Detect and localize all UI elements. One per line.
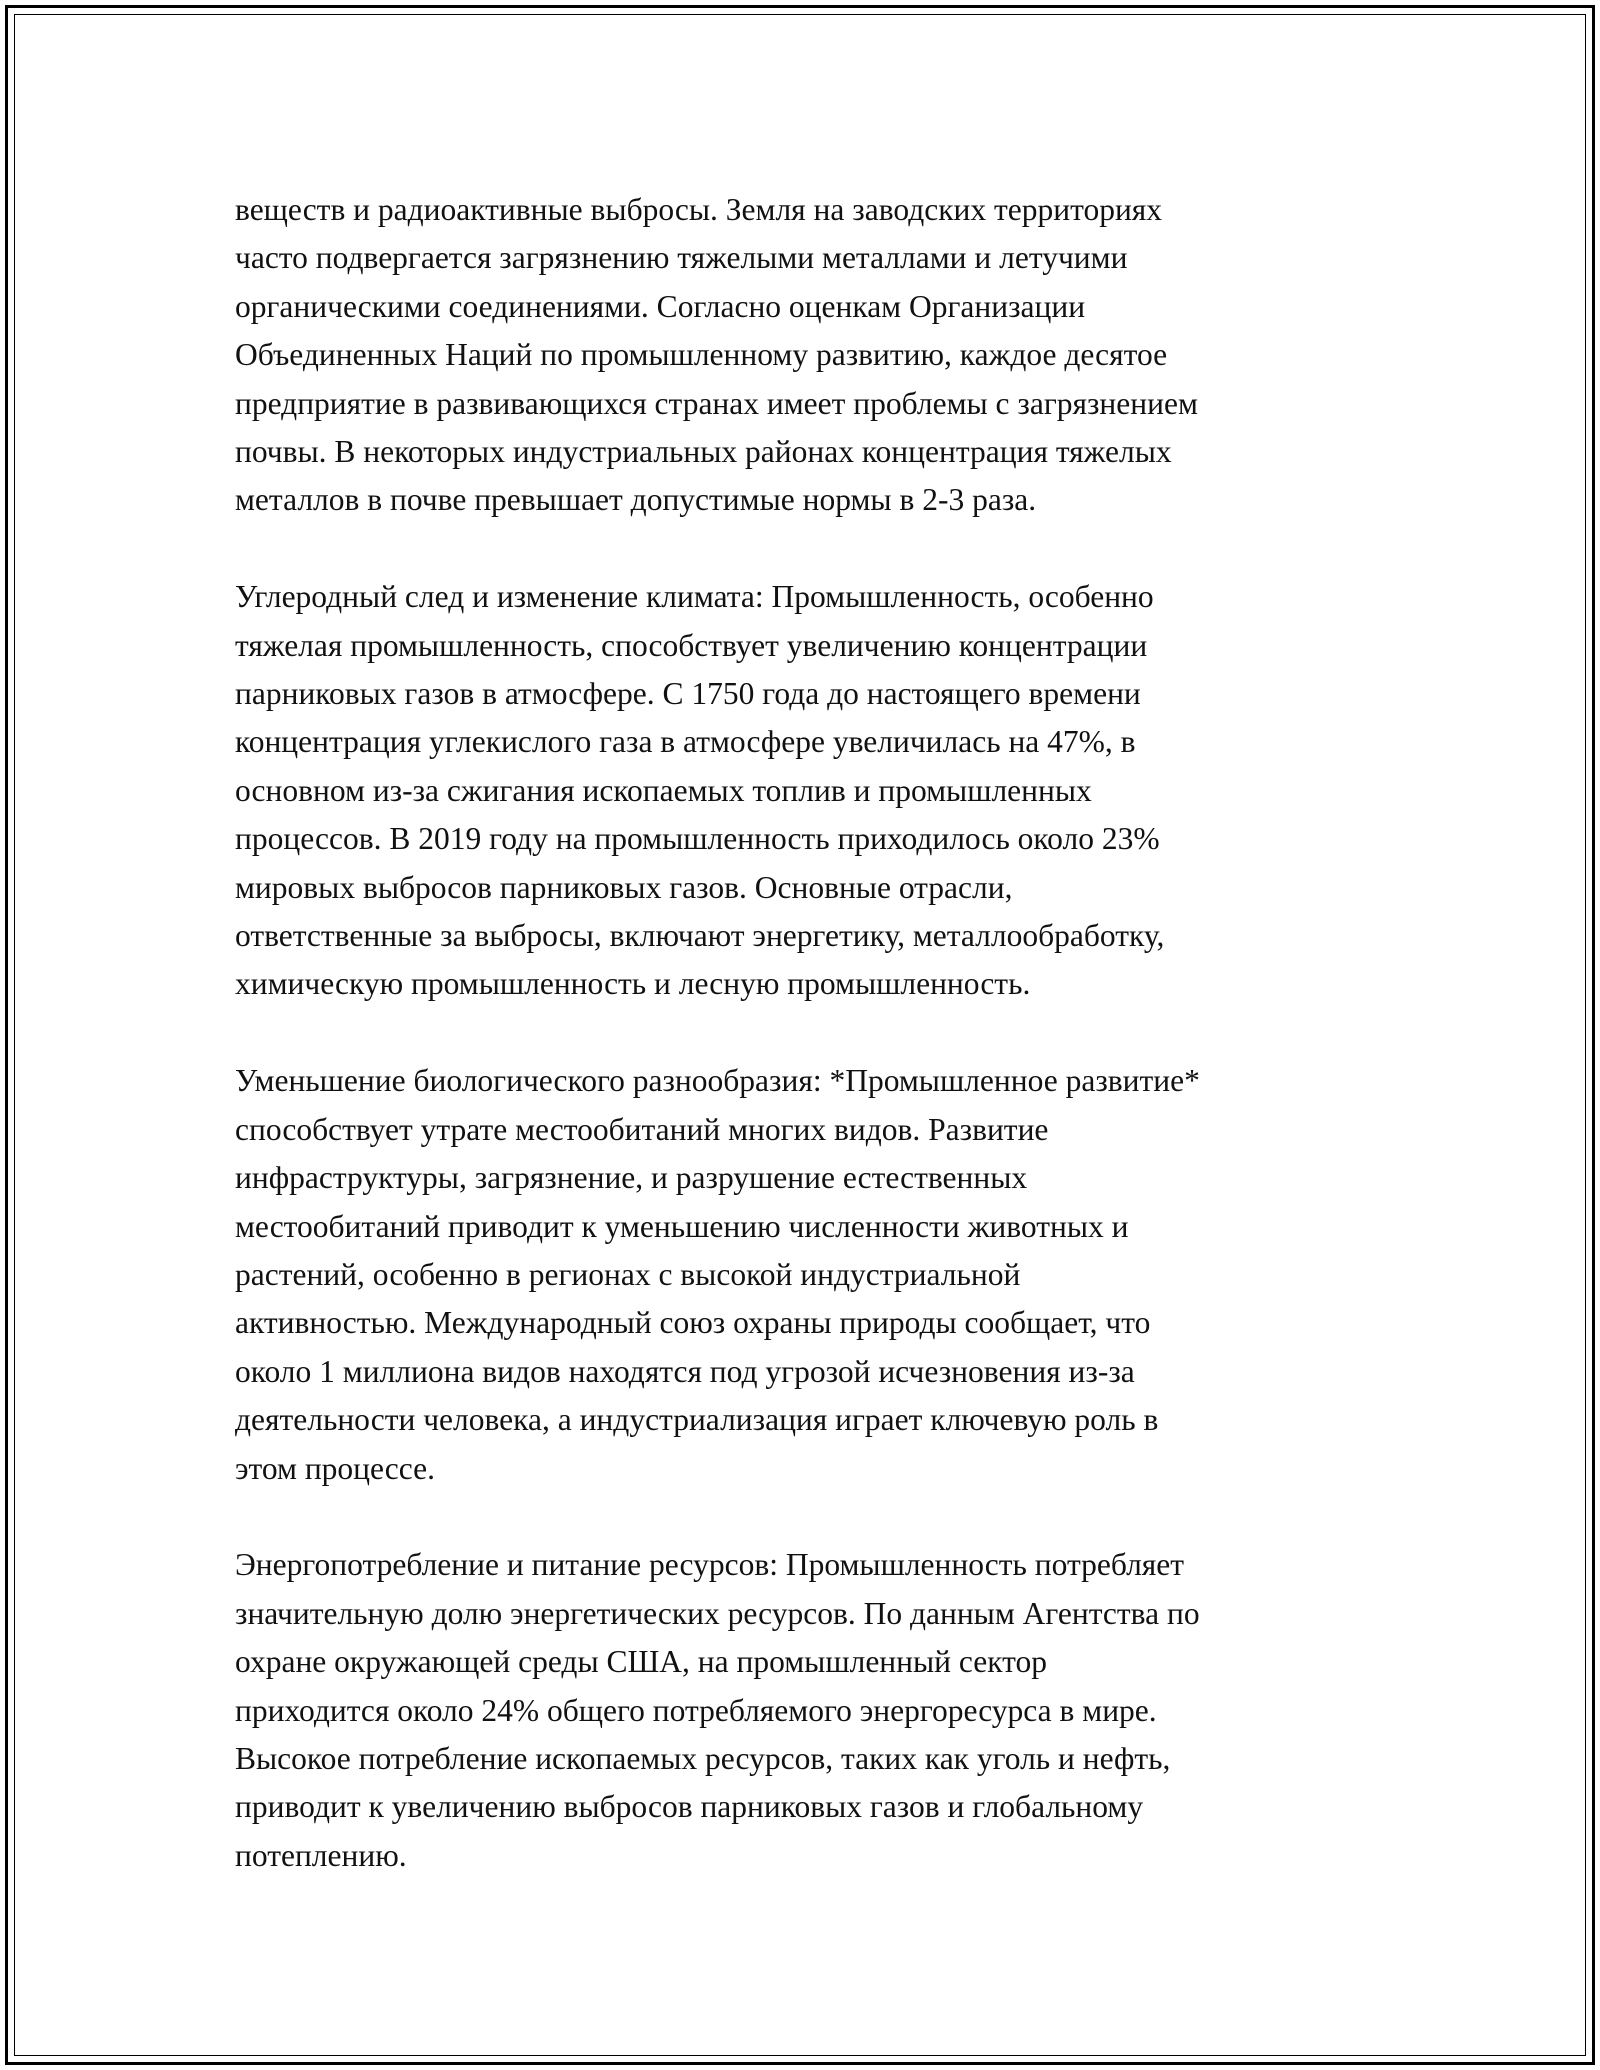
paragraph-biodiversity: Уменьшение биологического разнообразия: *Промышленное развитие* способствует утрате местообитаний многих видов. Развитие инфраструктуры, загрязнение, и разрушение естественных местообитаний приводит к уменьшению численности животных и растений, особенно в регионах с высокой индустриальной активностью. Международный союз охраны природы сообщает, что около 1 миллиона видов находятся под угрозой исчезновения из-за деятельности человека, а индустриализация играет ключевую роль в этом процессе. bbox=[235, 1063, 1200, 1486]
paragraph-carbon-footprint: Углеродный след и изменение климата: Промышленность, особенно тяжелая промышленность, способствует увеличению концентрации парниковых газов в атмосфере. С 1750 года до настоящего времени концентрация углекислого газа в атмосфере увеличилась на 47%, в основном из-за сжигания ископаемых топлив и промышленных процессов. В 2019 году на промышленность приходилось около 23% мировых выбросов парниковых газов. Основные отрасли, ответственные за выбросы, включают энергетику, металлообработку, химическую промышленность и лесную промышленность. bbox=[235, 579, 1165, 1002]
paragraph-energy-consumption: Энергопотребление и питание ресурсов: Промышленность потребляет значительную долю энергетических ресурсов. По данным Агентства по охране окружающей среды США, на промышленный сектор приходится около 24% общего потребляемого энергоресурса в мире. Высокое потребление ископаемых ресурсов, таких как уголь и нефть, приводит к увеличению выбросов парниковых газов и глобальному потеплению. bbox=[235, 1547, 1200, 1873]
paragraph-soil-pollution: веществ и радиоактивные выбросы. Земля на заводских территориях часто подвергается загрязнению тяжелыми металлами и летучими органическими соединениями. Согласно оценкам Организации Объединенных Наций по промышленному развитию, каждое десятое предприятие в развивающихся странах имеет проблемы с загрязнением почвы. В некоторых индустриальных районах концентрация тяжелых металлов в почве превышает допустимые нормы в 2-3 раза. bbox=[235, 192, 1198, 518]
document-body bbox=[235, 186, 1395, 1880]
